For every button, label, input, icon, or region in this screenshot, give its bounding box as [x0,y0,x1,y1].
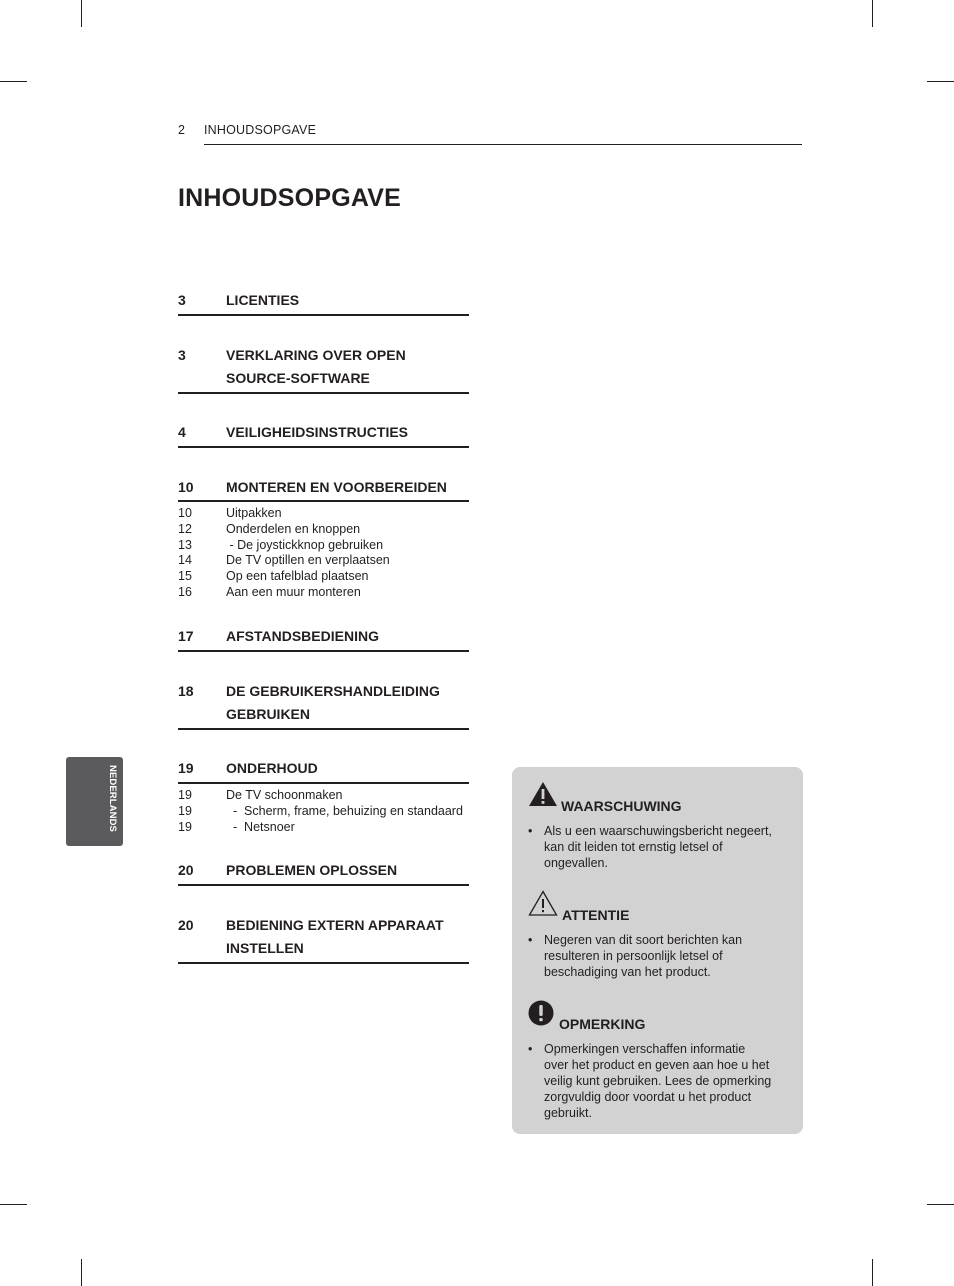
note-line: ongevallen. [544,856,608,870]
note-line: over het product en geven aan hoe u het [544,1058,770,1072]
toc-entry[interactable] [178,680,469,725]
language-tab [66,757,123,846]
notes-box [512,767,803,1134]
toc-entry[interactable] [178,625,469,648]
toc-sub-page: 13 [178,537,192,552]
note-title: WAARSCHUWING [561,798,682,814]
note-line: beschadiging van het product. [544,965,711,979]
toc-page-number: 19 [178,760,194,776]
toc-page-number: 10 [178,479,194,495]
toc-sub-page: 19 [178,788,192,802]
toc-sub-title: Aan een muur monteren [226,584,361,599]
toc-rule [178,500,469,502]
toc-subentry[interactable] [178,538,478,554]
toc-entry[interactable] [178,344,469,389]
toc-sublist [178,506,478,601]
bullet: • [528,933,533,947]
crop-mark [0,1204,27,1205]
note-line: gebruikt. [544,1106,592,1120]
warning-filled-icon [528,781,558,807]
toc-page-number: 20 [178,917,194,933]
toc-subentry[interactable] [178,820,478,836]
toc-page-number: 3 [178,347,186,363]
toc-page-number: 4 [178,424,186,440]
language-tab-label: NEDERLANDS [107,765,118,832]
toc-rule [178,884,469,886]
note-line: Opmerkingen verschaffen informatie [544,1042,746,1056]
toc-entry[interactable] [178,757,469,780]
bullet: • [528,1042,533,1056]
toc-title: DE GEBRUIKERSHANDLEIDING [226,683,440,699]
toc-sub-title: Uitpakken [226,506,282,520]
toc-sub-page: 10 [178,506,192,520]
crop-mark [81,1259,82,1286]
toc-title-continued: SOURCE-SOFTWARE [226,369,370,386]
toc-sub-title: Op een tafelblad plaatsen [226,569,369,584]
toc-title: ONDERHOUD [226,760,318,776]
caution-outline-icon [528,890,558,916]
toc-rule [178,314,469,316]
header-rule [204,144,802,145]
toc-title-continued: GEBRUIKEN [226,705,311,722]
crop-mark [927,1204,954,1205]
toc-rule [178,446,469,448]
toc-title: BEDIENING EXTERN APPARAAT [226,917,444,933]
toc-rule [178,650,469,652]
note-line: kan dit leiden tot ernstig letsel of [544,840,723,854]
toc-sub-page: 19 [178,803,192,818]
toc-subentry[interactable] [178,804,478,820]
toc-sub-page: 19 [178,819,192,834]
toc-sub-page: 16 [178,584,192,599]
toc-subentry[interactable] [178,553,478,569]
toc-page-number: 20 [178,862,194,878]
toc-sub-title: Onderdelen en knoppen [226,521,361,536]
note-line: zorgvuldig door voordat u het product [544,1090,752,1104]
toc-sub-title: De TV schoonmaken [226,788,343,802]
page-title: INHOUDSOPGAVE [178,184,401,212]
toc-title: MONTEREN EN VOORBEREIDEN [226,479,447,495]
toc-sub-title: - Netsnoer [226,819,295,834]
note-line: Als u een waarschuwingsbericht negeert, [544,824,772,838]
crop-mark [872,0,873,27]
crop-mark [927,81,954,82]
toc-entry[interactable] [178,476,469,499]
toc-sub-page: 12 [178,521,192,536]
toc-page-number: 17 [178,628,194,644]
header-section-title: INHOUDSOPGAVE [204,123,317,137]
toc-sub-page: 14 [178,553,192,568]
crop-mark [81,0,82,27]
toc-title: PROBLEMEN OPLOSSEN [226,862,398,878]
toc-page-number: 18 [178,683,194,699]
bullet: • [528,824,533,838]
toc-subentry[interactable] [178,569,478,585]
toc-rule [178,962,469,964]
toc-rule [178,782,469,784]
note-exclamation-icon [528,999,556,1027]
toc-page-number: 3 [178,292,186,308]
toc-title-continued: INSTELLEN [226,939,304,956]
toc-sub-title: De TV optillen en verplaatsen [226,553,390,568]
toc-entry[interactable] [178,914,469,959]
note-line: veilig kunt gebruiken. Lees de opmerking [544,1074,772,1088]
toc-rule [178,728,469,730]
note-line: Negeren van dit soort berichten kan [544,933,743,947]
toc-sublist [178,788,478,835]
toc-entry[interactable] [178,289,469,312]
toc-sub-page: 15 [178,569,192,584]
header-page-number: 2 [178,123,185,137]
toc-rule [178,392,469,394]
toc-sub-title: - De joystickknop gebruiken [226,537,384,552]
crop-mark [0,81,27,82]
toc-sub-title: - Scherm, frame, behuizing en standaard [226,803,463,818]
toc-title: LICENTIES [226,292,300,308]
toc-entry[interactable] [178,421,469,444]
toc-subentry[interactable] [178,788,478,804]
toc-title: VERKLARING OVER OPEN [226,347,406,363]
toc-subentry[interactable] [178,506,478,522]
crop-mark [872,1259,873,1286]
note-title: OPMERKING [559,1016,646,1032]
toc-entry[interactable] [178,859,469,882]
note-line: resulteren in persoonlijk letsel of [544,949,723,963]
note-title: ATTENTIE [562,907,630,923]
toc-title: VEILIGHEIDSINSTRUCTIES [226,424,409,440]
toc-title: AFSTANDSBEDIENING [226,628,379,644]
toc-subentry[interactable] [178,585,478,601]
toc-subentry[interactable] [178,522,478,538]
